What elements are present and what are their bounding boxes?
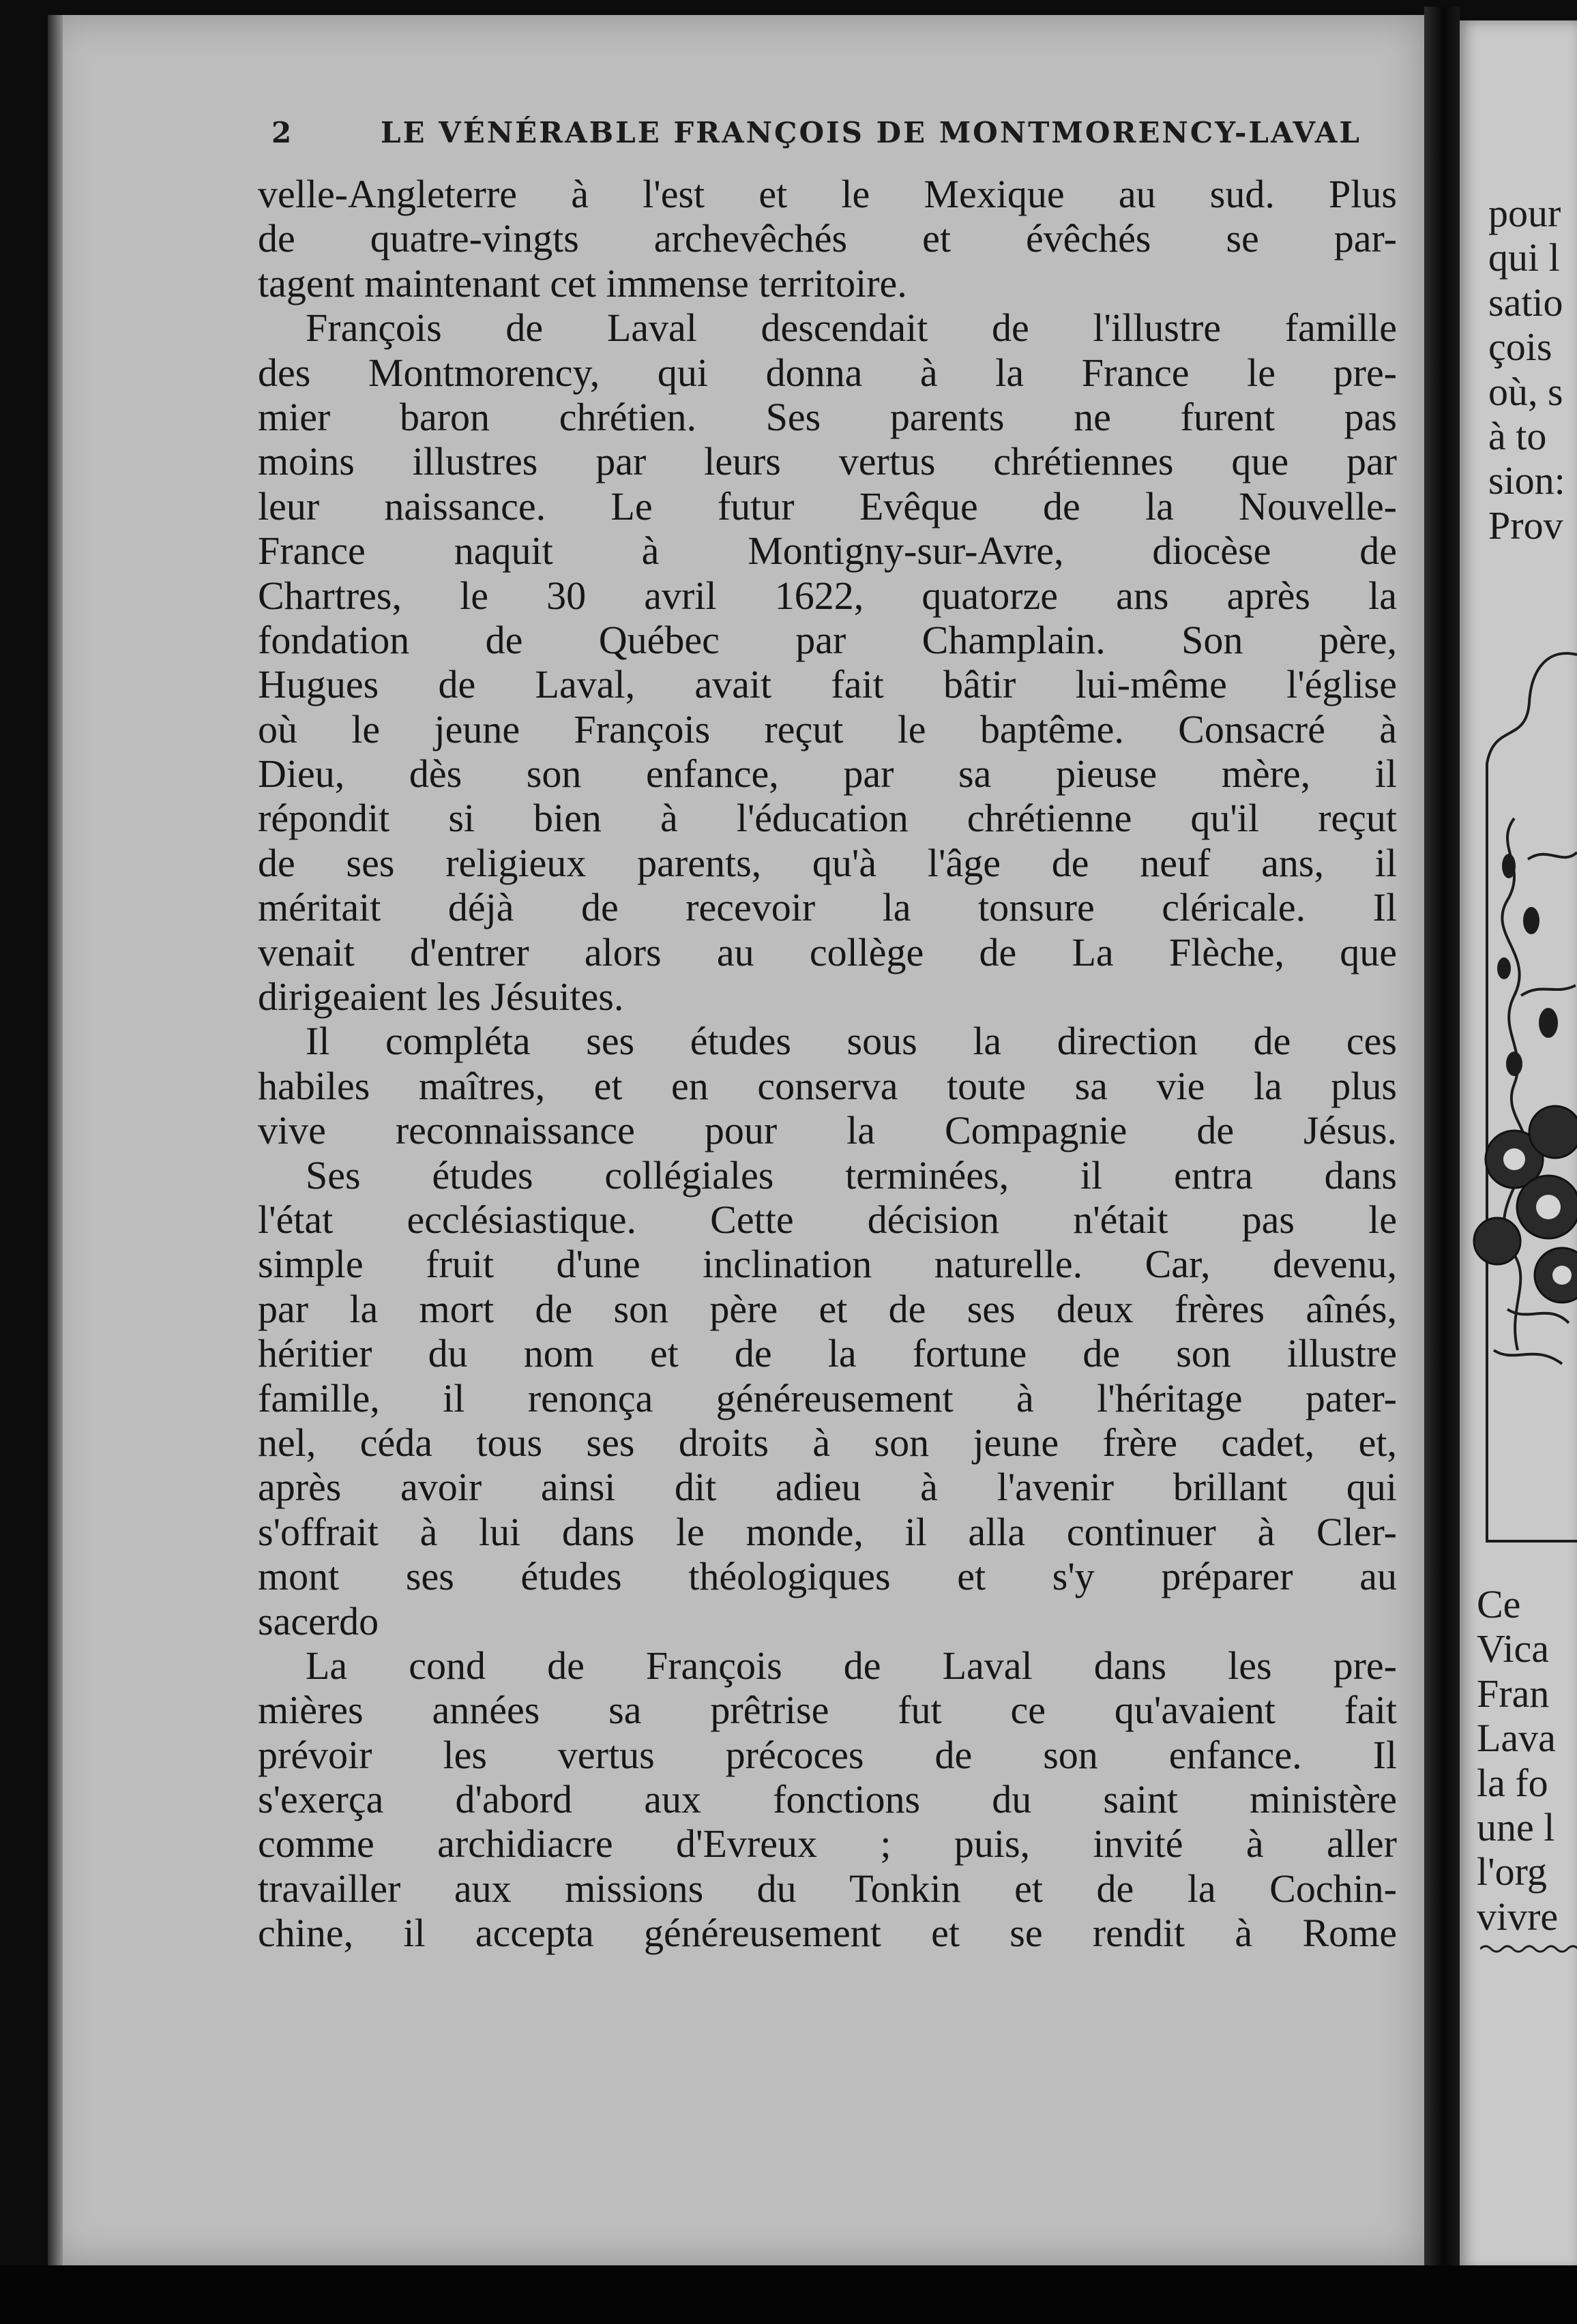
scan-bottom-margin [0, 2265, 1577, 2324]
text-line: venait d'entrer alors au collège de La Flèche, que [258, 929, 1397, 974]
text-line: travailler aux missions du Tonkin et de la Cochin- [258, 1866, 1397, 1911]
text-line: s'exerça d'abord aux fonctions du saint ministère [258, 1777, 1397, 1822]
text-fragment: satio [1488, 280, 1563, 325]
text-fragment: Prov [1488, 503, 1563, 548]
body-text [258, 172, 1397, 1956]
text-fragment: Ce [1477, 1582, 1521, 1626]
text-fragment: Lava [1477, 1716, 1556, 1761]
text-line: Dieu, dès son enfance, par sa pieuse mère, il [258, 751, 1397, 796]
text-line: leur naissance. Le futur Evêque de la Nouvelle- [258, 483, 1397, 528]
text-line: nel, céda tous ses droits à son jeune frère cadet, et, [258, 1420, 1397, 1465]
text-line: de quatre-vingts archevêchés et évêchés se par- [258, 216, 1397, 261]
wavy-tail-rule [1480, 1942, 1577, 1956]
text-fragment: çois [1488, 325, 1552, 370]
text-line: mier baron chrétien. Ses parents ne furent pas [258, 394, 1397, 439]
text-line: héritier du nom et de la fortune de son illustre [258, 1331, 1397, 1376]
text-line: mont ses études théologiques et s'y préparer au [258, 1554, 1397, 1599]
text-fragment: Vica [1477, 1626, 1550, 1671]
running-head-title: LE VÉNÉRABLE FRANÇOIS DE MONTMORENCY-LAVAL [381, 116, 1361, 149]
text-fragment: Fran [1477, 1671, 1550, 1716]
text-fragment: où, s [1488, 369, 1563, 414]
text-line: des Montmorency, qui donna à la France le pre- [258, 350, 1397, 395]
text-line: vive reconnaissance pour la Compagnie de Jésus. [258, 1108, 1397, 1153]
text-line: François de Laval descendait de l'illustre famille [306, 306, 1397, 351]
text-fragment: qui l [1488, 235, 1560, 280]
left-page-edge-shadow [48, 15, 63, 2265]
text-line: habiles maîtres, et en conserva toute sa vie la plus [258, 1063, 1397, 1108]
text-line: moins illustres par leurs vertus chrétiennes que par [258, 439, 1397, 484]
text-fragment: à to [1488, 414, 1547, 459]
text-line: sacerdo [258, 1598, 379, 1643]
text-line: où le jeune François reçut le baptême. Consacré à [258, 706, 1397, 751]
text-line: chine, il accepta généreusement et se rendit à Rome [258, 1911, 1397, 1956]
text-line: Chartres, le 30 avril 1622, quatorze ans après la [258, 573, 1397, 618]
text-fragment: une l [1477, 1805, 1555, 1850]
text-line: mières années sa prêtrise fut ce qu'avaient fait [258, 1688, 1397, 1733]
text-line: de ses religieux parents, qu'à l'âge de neuf ans, il [258, 840, 1397, 885]
text-line: velle-Angleterre à l'est et le Mexique au sud. Plus [258, 172, 1397, 216]
text-line: La cond de François de Laval dans les pre- [306, 1643, 1397, 1688]
page-number: 2 [271, 116, 294, 149]
text-fragment: pour [1488, 191, 1561, 235]
book-gutter [1424, 7, 1460, 2284]
text-fragment: sion: [1488, 458, 1565, 503]
text-line: méritait déjà de recevoir la tonsure cléricale. Il [258, 885, 1397, 930]
text-line: Hugues de Laval, avait fait bâtir lui-même l'église [258, 662, 1397, 707]
text-line: Il compléta ses études sous la direction de ces [306, 1019, 1397, 1064]
text-line: famille, il renonça généreusement à l'héritage pater- [258, 1375, 1397, 1420]
text-fragment: l'org [1477, 1849, 1547, 1894]
text-line: après avoir ainsi dit adieu à l'avenir brillant qui [258, 1465, 1397, 1510]
text-line: s'offrait à lui dans le monde, il alla continuer à Cler- [258, 1509, 1397, 1554]
right-page-text-top [1488, 191, 1577, 548]
text-line: France naquit à Montigny-sur-Avre, diocèse de [258, 528, 1397, 573]
text-line: simple fruit d'une inclination naturelle. Car, devenu, [258, 1242, 1397, 1287]
text-line: l'état ecclésiastique. Cette décision n'était pas le [258, 1197, 1397, 1242]
text-line: prévoir les vertus précoces de son enfance. Il [258, 1732, 1397, 1777]
right-page-text-bottom [1477, 1582, 1577, 1939]
text-line: répondit si bien à l'éducation chrétienne qu'il reçut [258, 796, 1397, 841]
floral-vine-ornament-icon [1467, 641, 1577, 1555]
text-line: comme archidiacre d'Evreux ; puis, invité à aller [258, 1821, 1397, 1866]
text-line: Ses études collégiales terminées, il entra dans [306, 1152, 1397, 1197]
text-fragment: la fo [1477, 1760, 1548, 1805]
text-line: tagent maintenant cet immense territoire. [258, 260, 907, 306]
text-line: fondation de Québec par Champlain. Son père, [258, 617, 1397, 662]
text-line: par la mort de son père et de ses deux frères aînés, [258, 1286, 1397, 1331]
text-line: dirigeaient les Jésuites. [258, 974, 624, 1019]
text-fragment: vivre [1477, 1894, 1559, 1939]
